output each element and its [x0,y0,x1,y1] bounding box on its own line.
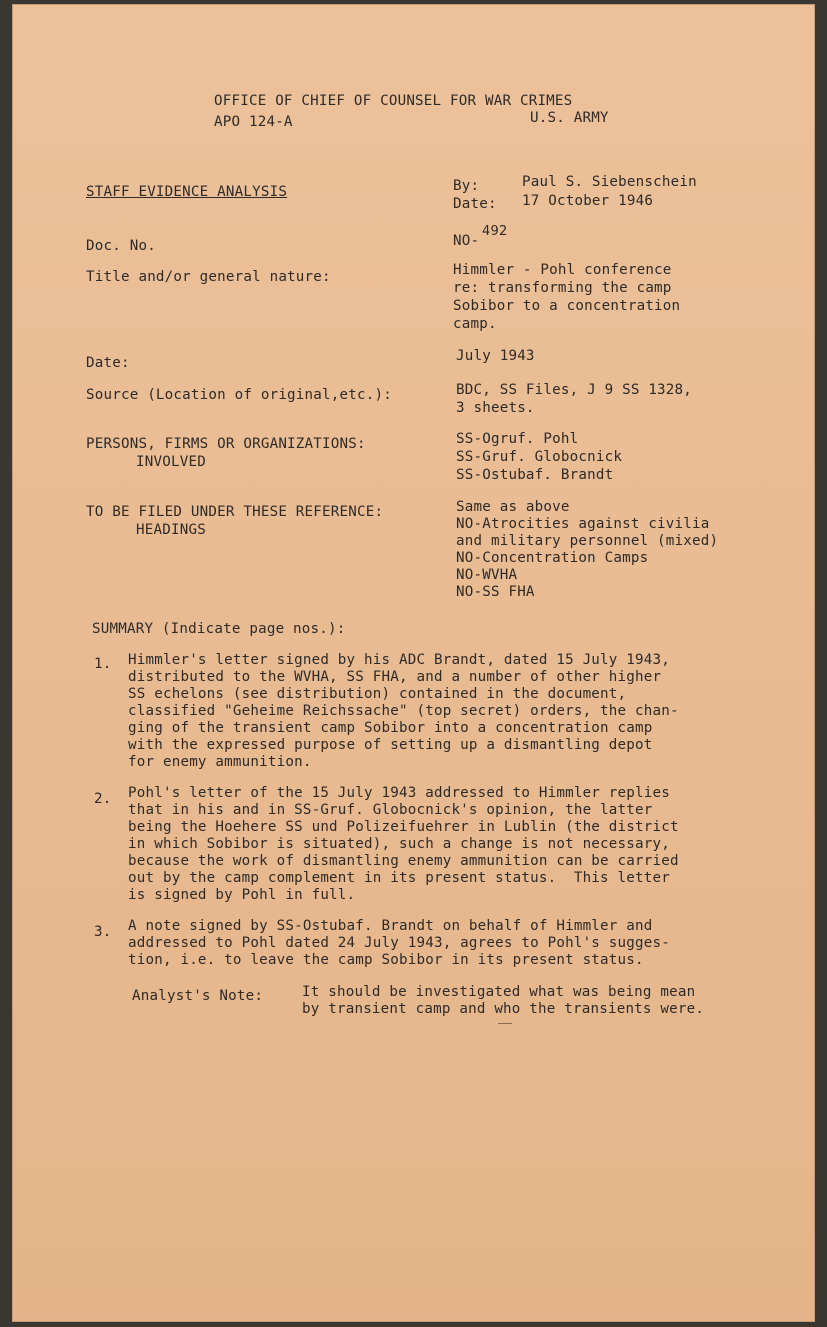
persons-label: PERSONS, FIRMS OR ORGANIZATIONS: [86,436,366,452]
by-label: By: [453,178,480,194]
summary-item-line: distributed to the WVHA, SS FHA, and a number of other higher [128,669,662,685]
source-label: Source (Location of original,etc.): [86,387,392,403]
title-line: camp. [453,316,497,332]
date-label: Date: [453,196,497,212]
summary-item-line: classified "Geheime Reichssache" (top secret) orders, the chan- [128,703,679,719]
apo-number: APO 124-A [214,114,293,130]
summary-item-line: Himmler's letter signed by his ADC Brandt, dated 15 July 1943, [128,652,670,668]
filed-line: NO-WVHA [456,567,518,583]
summary-item-number: 3. [94,924,112,940]
analyst-note-line: by transient camp and who the transients were. [302,1001,705,1017]
summary-item-number: 1. [94,656,112,672]
summary-item-number: 2. [94,791,112,807]
summary-item-line: for enemy ammunition. [128,754,312,770]
summary-item-line: because the work of dismantling enemy ammunition can be carried [128,853,679,869]
filed-line: NO-Concentration Camps [456,550,649,566]
summary-item-line: is signed by Pohl in full. [128,887,356,903]
army-label: U.S. ARMY [530,110,609,126]
doc-no-label: Doc. No. [86,238,156,254]
source-line: 3 sheets. [456,400,535,416]
summary-item-line: with the expressed purpose of setting up a dismantling depot [128,737,653,753]
title-line: Sobibor to a concentration [453,298,681,314]
summary-item-line: A note signed by SS-Ostubaf. Brandt on behalf of Himmler and [128,918,653,934]
doc-no-number: 492 [482,224,508,239]
paper-mark [498,1023,512,1024]
summary-heading: SUMMARY (Indicate page nos.): [92,621,346,637]
title-label: Title and/or general nature: [86,269,331,285]
source-line: BDC, SS Files, J 9 SS 1328, [456,382,693,398]
filed-line: Same as above [456,499,570,515]
date-value: 17 October 1946 [522,193,654,209]
summary-item-line: that in his and in SS-Gruf. Globocnick's opinion, the latter [128,802,653,818]
filed-line: NO-Atrocities against civilia [456,516,710,532]
persons-line: SS-Ostubaf. Brandt [456,467,614,483]
analyst-note-label: Analyst's Note: [132,988,264,1004]
summary-item-line: SS echelons (see distribution) contained in the document, [128,686,627,702]
summary-item-line: being the Hoehere SS und Polizeifuehrer in Lublin (the district [128,819,679,835]
filed-line: and military personnel (mixed) [456,533,719,549]
summary-item-line: tion, i.e. to leave the camp Sobibor in its present status. [128,952,644,968]
title-line: Himmler - Pohl conference [453,262,672,278]
summary-item-line: out by the camp complement in its present status. This letter [128,870,670,886]
analyst-note-line: It should be investigated what was being mean [302,984,696,1000]
title-line: re: transforming the camp [453,280,672,296]
persons-line: SS-Ogruf. Pohl [456,431,579,447]
by-value: Paul S. Siebenschein [522,174,697,190]
summary-item-line: in which Sobibor is situated), such a change is not necessary, [128,836,670,852]
date-field-value: July 1943 [456,348,535,364]
office-title: OFFICE OF CHIEF OF COUNSEL FOR WAR CRIMES [214,93,573,109]
filed-line: NO-SS FHA [456,584,535,600]
document-page [12,4,815,1322]
summary-item-line: ging of the transient camp Sobibor into a concentration camp [128,720,653,736]
persons-label: INVOLVED [136,454,206,470]
filed-label: HEADINGS [136,522,206,538]
doc-no-prefix: NO- [453,233,480,249]
summary-item-line: addressed to Pohl dated 24 July 1943, agrees to Pohl's sugges- [128,935,670,951]
filed-label: TO BE FILED UNDER THESE REFERENCE: [86,504,384,520]
summary-item-line: Pohl's letter of the 15 July 1943 addressed to Himmler replies [128,785,670,801]
date-field-label: Date: [86,355,130,371]
analysis-heading: STAFF EVIDENCE ANALYSIS [86,184,288,200]
persons-line: SS-Gruf. Globocnick [456,449,623,465]
